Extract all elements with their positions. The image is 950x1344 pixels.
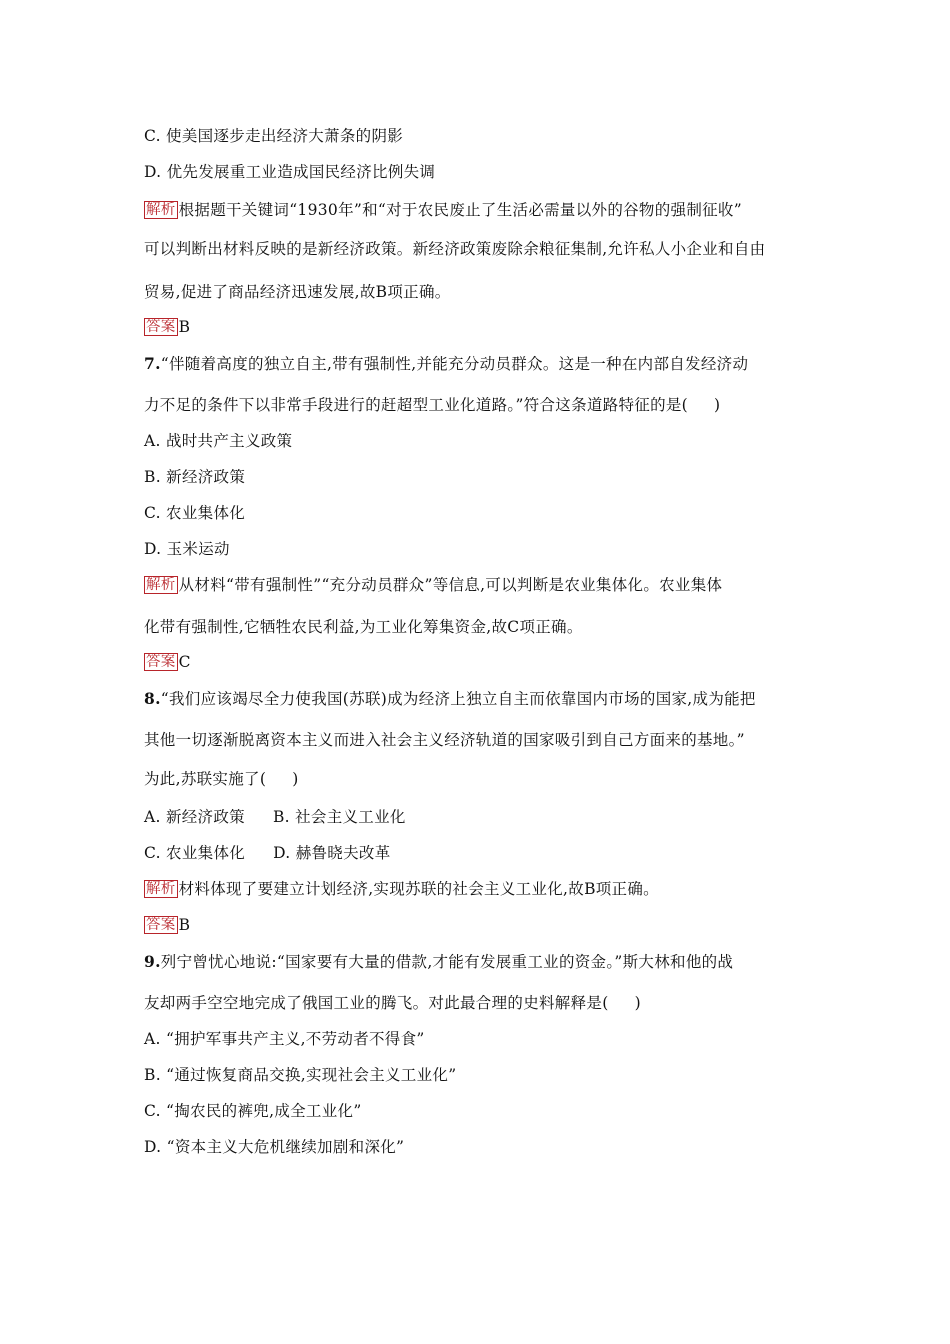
answer-value: B xyxy=(178,916,191,934)
q7-answer xyxy=(144,651,191,673)
q6-analysis-line-1 xyxy=(144,199,742,221)
analysis-tag: 解析 xyxy=(146,881,176,897)
q8-option-a: A. 新经济政策 xyxy=(144,808,245,826)
analysis-text: 根据题干关键词“1930年”和“对于农民废止了生活必需量以外的谷物的强制征收” xyxy=(178,201,742,219)
q8-stem-line-2: 其他一切逐渐脱离资本主义而进入社会主义经济轨道的国家吸引到自己方面来的基地。” xyxy=(144,731,745,749)
q8-options-row-1 xyxy=(144,806,406,828)
analysis-text: 从材料“带有强制性”“充分动员群众”等信息,可以判断是农业集体化。农业集体 xyxy=(178,576,723,594)
answer-value: C xyxy=(178,653,191,671)
q7-analysis-line-1 xyxy=(144,574,722,596)
stem-text: 力不足的条件下以非常手段进行的赶超型工业化道路。”符合这条道路特征的是( xyxy=(144,396,689,414)
stem-text: 友却两手空空地完成了俄国工业的腾飞。对此最合理的史料解释是( xyxy=(144,994,609,1012)
q6-analysis-line-2: 可以判断出材料反映的是新经济政策。新经济政策废除余粮征集制,允许私人小企业和自由 xyxy=(144,240,766,258)
q6-option-d: D. 优先发展重工业造成国民经济比例失调 xyxy=(144,163,436,181)
stem-text: “伴随着高度的独立自主,带有强制性,并能充分动员群众。这是一种在内部自发经济动 xyxy=(160,355,749,373)
analysis-tag: 解析 xyxy=(146,202,176,218)
answer-value: B xyxy=(178,318,191,336)
q8-option-b: B. 社会主义工业化 xyxy=(272,808,406,826)
q7-option-c: C. 农业集体化 xyxy=(144,504,246,522)
q8-answer xyxy=(144,914,190,936)
stem-paren-close: ) xyxy=(634,994,641,1012)
answer-tag: 答案 xyxy=(146,319,176,335)
q8-stem-line-3 xyxy=(144,768,299,790)
q9-option-a: A. “拥护军事共产主义,不劳动者不得食” xyxy=(144,1030,425,1048)
stem-text: “我们应该竭尽全力使我国(苏联)成为经济上独立自主而依靠国内市场的国家,成为能把 xyxy=(160,690,756,708)
q9-option-c: C. “掏农民的裤兜,成全工业化” xyxy=(144,1102,362,1120)
q7-option-a: A. 战时共产主义政策 xyxy=(144,432,293,450)
q8-option-c: C. 农业集体化 xyxy=(144,844,246,862)
q9-stem-line-2 xyxy=(144,992,641,1014)
analysis-text: 材料体现了要建立计划经济,实现苏联的社会主义工业化,故B项正确。 xyxy=(178,880,659,898)
q6-option-c: C. 使美国逐步走出经济大萧条的阴影 xyxy=(144,127,404,145)
analysis-tag: 解析 xyxy=(146,577,176,593)
q7-option-b: B. 新经济政策 xyxy=(144,468,246,486)
q7-option-d: D. 玉米运动 xyxy=(144,540,230,558)
question-number: 8. xyxy=(144,689,161,708)
q7-stem-line-2 xyxy=(144,394,720,416)
q8-analysis-line-1 xyxy=(144,878,659,900)
answer-tag: 答案 xyxy=(146,917,176,933)
q9-option-b: B. “通过恢复商品交换,实现社会主义工业化” xyxy=(144,1066,457,1084)
stem-paren-close: ) xyxy=(292,770,299,788)
stem-text: 为此,苏联实施了( xyxy=(144,770,267,788)
stem-text: 列宁曾忧心地说:“国家要有大量的借款,才能有发展重工业的资金。”斯大林和他的战 xyxy=(160,953,734,971)
q8-options-row-2 xyxy=(144,842,391,864)
q9-stem-line-1 xyxy=(144,951,733,973)
q9-option-d: D. “资本主义大危机继续加剧和深化” xyxy=(144,1138,405,1156)
answer-tag: 答案 xyxy=(146,654,176,670)
q6-analysis-line-3: 贸易,促进了商品经济迅速发展,故B项正确。 xyxy=(144,283,451,301)
q6-answer xyxy=(144,316,190,338)
question-number: 7. xyxy=(144,354,161,373)
q7-stem-line-1 xyxy=(144,353,748,375)
q8-option-d: D. 赫鲁晓夫改革 xyxy=(273,844,391,862)
q7-analysis-line-2: 化带有强制性,它牺牲农民利益,为工业化筹集资金,故C项正确。 xyxy=(144,618,583,636)
stem-paren-close: ) xyxy=(714,396,721,414)
q8-stem-line-1 xyxy=(144,688,756,710)
question-number: 9. xyxy=(144,952,161,971)
